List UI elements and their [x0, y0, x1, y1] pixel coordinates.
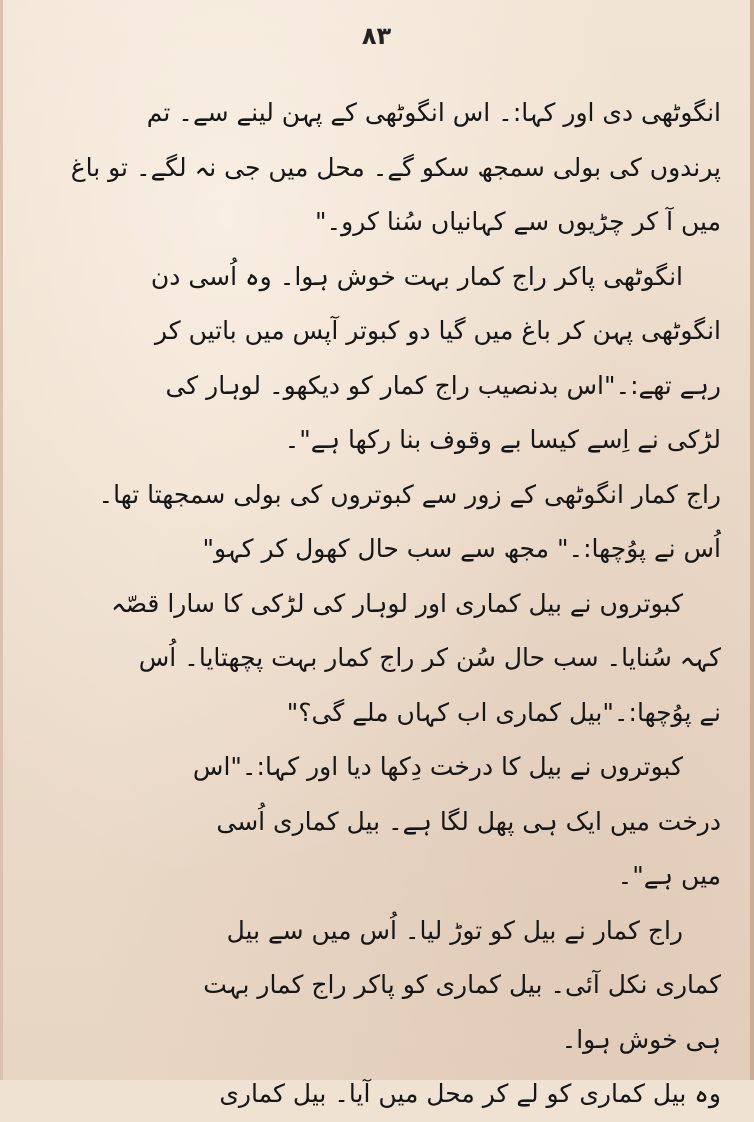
page-text — [41, 86, 721, 1122]
text-line: نے پوُچھا:۔"بیل کماری اب کہاں ملے گی؟" — [286, 697, 721, 727]
text-line: انگوٹھی پہن کر باغ میں گیا دو کبوتر آپس میں باتیں کر — [154, 316, 721, 345]
text-line: درخت میں ایک ہی پھل لگا ہے۔ بیل کماری اُسی — [216, 806, 721, 836]
text-line: کبوتروں نے بیل کا درخت دِکھا دیا اور کہا:۔"اس — [192, 752, 683, 781]
page-number: ۸۳ — [361, 22, 392, 50]
text-line: راج کمار انگوٹھی کے زور سے کبوتروں کی بولی سمجھتا تھا۔ — [98, 479, 721, 509]
text-line: ہی خوش ہوا۔ — [561, 1024, 721, 1054]
text-line: میں آ کر چڑیوں سے کہانیاں سُنا کرو۔" — [315, 207, 721, 236]
text-line: کبوتروں نے بیل کماری اور لوہار کی لڑکی کا سارا قصّہ — [111, 588, 683, 618]
text-line: رہے تھے:۔"اس بدنصیب راج کمار کو دیکھو۔ لوہار کی — [165, 370, 721, 400]
text-line: اُس نے پوُچھا:۔" مجھ سے سب حال کھول کر کہو" — [202, 534, 721, 563]
text-line: میں ہے"۔ — [617, 861, 721, 890]
text-line: راج کمار نے بیل کو توڑ لیا۔ اُس میں سے بیل — [226, 915, 683, 945]
text-line: انگوٹھی دی اور کہا:۔ اس انگوٹھی کے پہن لینے سے۔ تم — [146, 98, 721, 127]
text-line: وہ بیل کماری کو لے کر محل میں آیا۔ بیل کماری — [219, 1079, 721, 1108]
text-line: کہہ سُنایا۔ سب حال سُن کر راج کمار بہت پچھتایا۔ اُس — [138, 643, 721, 672]
text-line: کماری نکل آئی۔ بیل کماری کو پاکر راج کمار بہت — [203, 970, 721, 999]
text-line: انگوٹھی پاکر راج کمار بہت خوش ہوا۔ وہ اُسی دن — [150, 261, 683, 291]
text-line: لڑکی نے اِسے کیسا بے وقوف بنا رکھا ہے"۔ — [284, 425, 721, 454]
text-line: پرندوں کی بولی سمجھ سکو گے۔ محل میں جی نہ لگے۔ تو باغ — [70, 152, 721, 182]
